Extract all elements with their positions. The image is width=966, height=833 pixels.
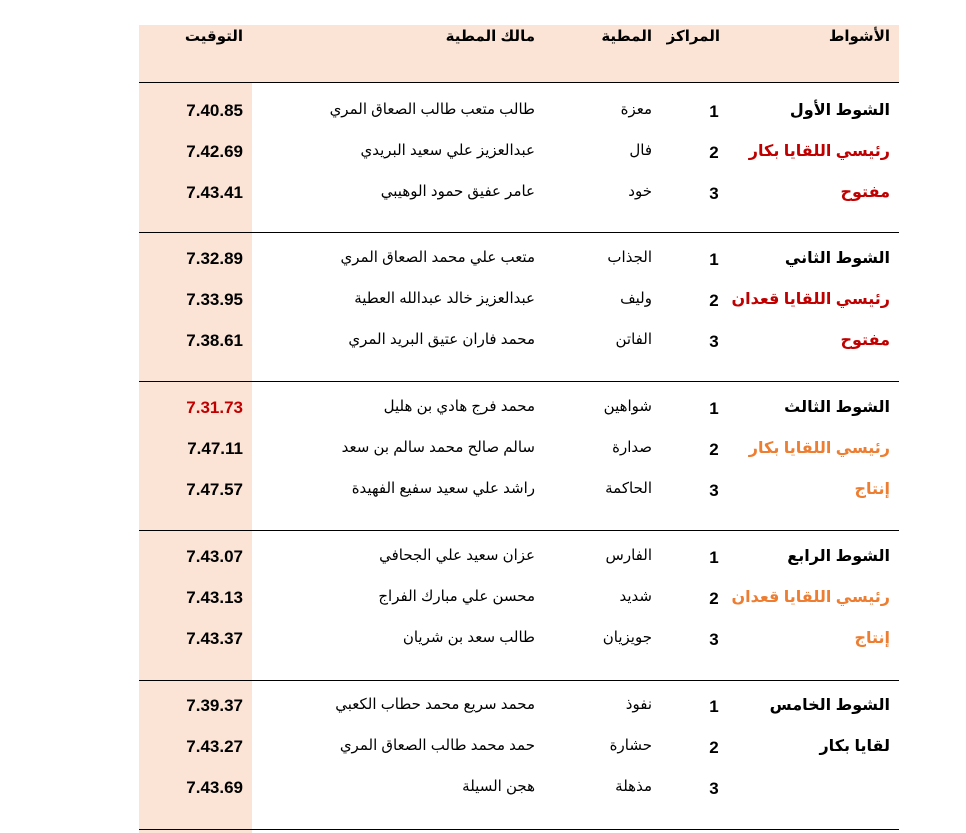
stage-type: مفتوح <box>840 184 890 201</box>
camel-name: نفوذ <box>625 696 652 713</box>
camel-name: الجذاب <box>607 249 652 266</box>
rank-value: 2 <box>709 738 719 757</box>
stage-title: الشوط الثاني <box>784 250 890 267</box>
rank-value: 3 <box>709 481 719 500</box>
race-time: 7.39.37 <box>186 696 243 715</box>
stage-category: رئيسي اللقايا بكار <box>748 143 890 160</box>
owner-name: محمد سريع محمد حطاب الكعبي <box>335 696 535 713</box>
camel-name: الفاتن <box>615 331 652 348</box>
stage-category: رئيسي اللقايا بكار <box>748 440 890 457</box>
owner-name: طالب سعد بن شريان <box>402 629 535 646</box>
camel-name: حشارة <box>609 737 652 754</box>
camel-name: الفارس <box>605 547 652 564</box>
camel-name: شديد <box>619 588 652 605</box>
camel-name: فال <box>629 142 652 159</box>
race-time: 7.32.89 <box>186 249 243 268</box>
owner-name: عبدالعزيز خالد عبدالله العطية <box>354 290 535 307</box>
rank-value: 3 <box>709 779 719 798</box>
rank-value: 2 <box>709 143 719 162</box>
race-time: 7.40.85 <box>186 101 243 120</box>
rank-value: 1 <box>709 399 719 418</box>
header-stages: الأشواط <box>828 28 890 45</box>
race-time: 7.38.61 <box>186 331 243 350</box>
rank-value: 2 <box>709 589 719 608</box>
stage-type: إنتاج <box>854 630 890 647</box>
camel-name: خود <box>628 183 652 200</box>
section-divider <box>139 232 899 233</box>
section-divider <box>139 530 899 531</box>
race-time: 7.47.57 <box>186 480 243 499</box>
stage-title: الشوط الرابع <box>787 548 890 565</box>
stage-category: رئيسي اللقايا قعدان <box>731 291 890 308</box>
owner-name: سالم صالح محمد سالم بن سعد <box>341 439 535 456</box>
owner-name: عامر عفيق حمود الوهيبي <box>380 183 535 200</box>
owner-name: راشد علي سعيد سفيع الفهيدة <box>351 480 535 497</box>
stage-type: إنتاج <box>854 481 890 498</box>
stage-category: لقايا بكار <box>819 738 890 755</box>
rank-value: 2 <box>709 291 719 310</box>
results-table <box>139 25 899 833</box>
header-rank: المراكز <box>666 28 720 45</box>
stage-category: رئيسي اللقايا قعدان <box>731 589 890 606</box>
race-time: 7.42.69 <box>186 142 243 161</box>
header-owner: مالك المطية <box>445 28 535 45</box>
rank-value: 3 <box>709 332 719 351</box>
owner-name: محسن علي مبارك الفراج <box>378 588 535 605</box>
rank-value: 3 <box>709 630 719 649</box>
rank-value: 1 <box>709 697 719 716</box>
race-time: 7.43.27 <box>186 737 243 756</box>
camel-name: جويزيان <box>602 629 652 646</box>
section-divider <box>139 381 899 382</box>
owner-name: حمد محمد طالب الصعاق المري <box>339 737 535 754</box>
rank-value: 1 <box>709 102 719 121</box>
race-time: 7.43.13 <box>186 588 243 607</box>
camel-name: الحاكمة <box>605 480 652 497</box>
race-time: 7.43.69 <box>186 778 243 797</box>
owner-name: هجن السيلة <box>462 778 535 795</box>
owner-name: محمد فاران عتيق البريد المري <box>348 331 535 348</box>
camel-name: مذهلة <box>615 778 652 795</box>
owner-name: عبدالعزيز علي سعيد البريدي <box>360 142 535 159</box>
stage-type: مفتوح <box>840 332 890 349</box>
camel-name: صدارة <box>612 439 652 456</box>
header-divider <box>139 82 899 83</box>
race-time: 7.47.11 <box>187 439 243 458</box>
race-time: 7.43.41 <box>186 183 243 202</box>
owner-name: عزان سعيد علي الجحافي <box>379 547 535 564</box>
race-time: 7.33.95 <box>186 290 243 309</box>
rank-value: 2 <box>709 440 719 459</box>
header-camel: المطية <box>601 28 652 45</box>
owner-name: متعب علي محمد الصعاق المري <box>340 249 535 266</box>
camel-name: وليف <box>620 290 652 307</box>
camel-name: شواهين <box>603 398 652 415</box>
stage-title: الشوط الخامس <box>769 697 890 714</box>
owner-name: طالب متعب طالب الصعاق المري <box>329 101 535 118</box>
rank-value: 1 <box>709 548 719 567</box>
owner-name: محمد فرج هادي بن هليل <box>383 398 535 415</box>
section-divider <box>139 829 899 830</box>
race-time: 7.31.73 <box>186 398 243 417</box>
stage-title: الشوط الثالث <box>784 399 890 416</box>
race-time: 7.43.07 <box>186 547 243 566</box>
section-divider <box>139 680 899 681</box>
rank-value: 3 <box>709 184 719 203</box>
rank-value: 1 <box>709 250 719 269</box>
race-time: 7.43.37 <box>186 629 243 648</box>
stage-title: الشوط الأول <box>789 102 890 119</box>
camel-name: معزة <box>620 101 652 118</box>
header-time: التوقيت <box>184 28 243 45</box>
